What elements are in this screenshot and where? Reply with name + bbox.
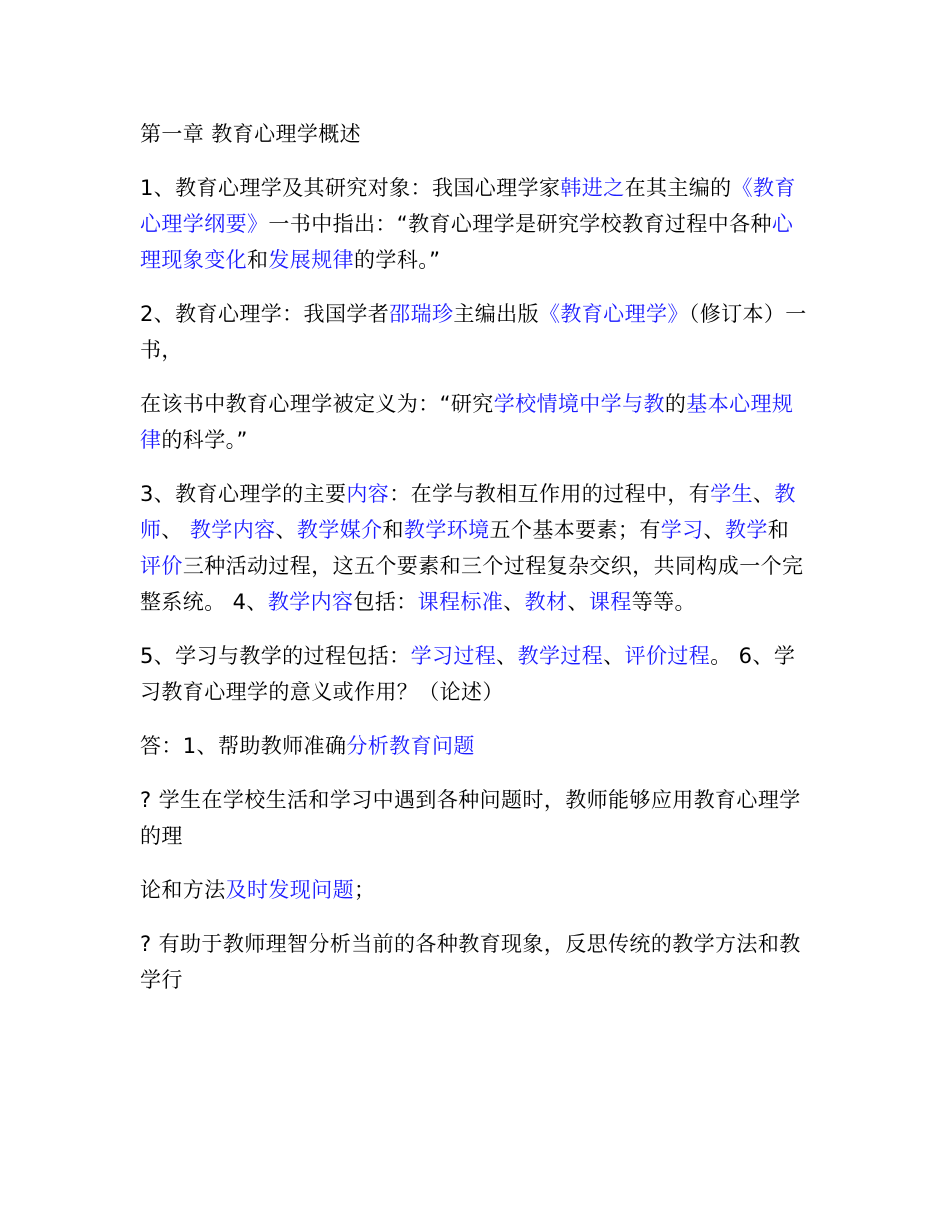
text-segment: 2、教育心理学：我国学者 [140,302,390,326]
text-segment: 主编出版 [453,302,539,326]
highlighted-term: 学习过程 [410,644,497,668]
answer-1 [140,728,808,764]
text-segment: ； [354,878,376,902]
text-segment: 5、学习与教学的过程包括： [140,644,411,668]
para-3-4 [140,476,808,620]
chapter-title [140,116,808,152]
text-segment: 和 [247,248,269,272]
answer-point-2 [140,926,808,998]
text-segment: 三种活动过程，这五个要素和三个过程复杂交织，共同构成一个完整系统。 4、 [140,554,804,614]
text-segment: 、 [275,518,297,542]
highlighted-term: 评价过程 [624,644,711,668]
highlighted-term: 教学环境 [403,518,490,542]
text-segment: ? 有助于教师理智分析当前的各种教育现象，反思传统的教学方法和教学行 [140,932,801,992]
text-segment: 、 [603,644,625,668]
text-segment: 的 [664,392,687,416]
highlighted-term: 课程 [588,590,632,614]
text-segment: 和 [767,518,790,542]
text-segment: 在该书中教育心理学被定义为：“研究 [140,392,494,416]
text-segment: 第一章 教育心理学概述 [140,122,362,146]
text-segment: 论和方法 [140,878,226,902]
highlighted-term: 《教育心理学纲要》 [140,176,796,236]
text-segment: 、 [753,482,775,506]
para-2-definition [140,386,808,458]
highlighted-term: 《教育心理学》 [538,302,689,326]
text-segment: 、 [503,590,525,614]
answer-point-1 [140,782,808,854]
highlighted-term: 心理现象变化 [140,212,794,272]
text-segment: 一书中指出：“教育心理学是研究学校教育过程中各种 [268,212,772,236]
highlighted-term: 评价 [140,554,183,578]
text-segment: ：在学与教相互作用的过程中，有 [389,482,711,506]
para-2 [140,296,808,368]
text-segment: （修订本）一书， [140,302,807,362]
text-segment: 、 [496,644,518,668]
text-segment: 的科学。” [161,428,248,452]
highlighted-term: 教学媒介 [296,518,383,542]
text-segment: 包括： [353,590,418,614]
text-segment: 和 [382,518,404,542]
text-segment: 五个基本要素；有 [489,518,661,542]
highlighted-term: 教学内容 [189,518,276,542]
highlighted-term: 邵瑞珍 [389,302,454,326]
text-segment: 1、教育心理学及其研究对象：我国心理学家 [140,176,561,200]
text-segment: 3、教育心理学的主要 [140,482,347,506]
text-segment: 等等。 [631,590,696,614]
highlighted-term: 基本心理规律 [140,392,794,452]
para-1 [140,170,808,278]
text-segment: 。 6、学习教育心理学的意义或作用？（论述） [140,644,796,704]
highlighted-term: 教学内容 [267,590,354,614]
text-segment: 在其主编的 [624,176,732,200]
highlighted-term: 教材 [524,590,568,614]
highlighted-term: 韩进之 [560,176,625,200]
highlighted-term: 教学过程 [517,644,604,668]
highlighted-term: 内容 [346,482,390,506]
para-5-6 [140,638,808,710]
highlighted-term: 教师 [140,482,796,542]
document-body [140,116,808,1016]
highlighted-term: 学生 [710,482,753,506]
highlighted-term: 课程标准 [417,590,504,614]
text-segment: 的学科。” [354,248,441,272]
highlighted-term: 及时发现问题 [225,878,355,902]
text-segment: 、 [567,590,589,614]
text-segment: 、 [161,518,190,542]
highlighted-term: 发展规律 [268,248,355,272]
text-segment: 、 [703,518,725,542]
highlighted-term: 教学 [724,518,768,542]
highlighted-term: 分析教育问题 [346,734,475,758]
text-segment: 答：1、帮助教师准确 [140,734,347,758]
answer-point-1-cont [140,872,808,908]
text-segment: ? 学生在学校生活和学习中遇到各种问题时，教师能够应用教育心理学的理 [140,788,801,848]
highlighted-term: 学习 [660,518,704,542]
highlighted-term: 学校情境中学与教 [493,392,665,416]
